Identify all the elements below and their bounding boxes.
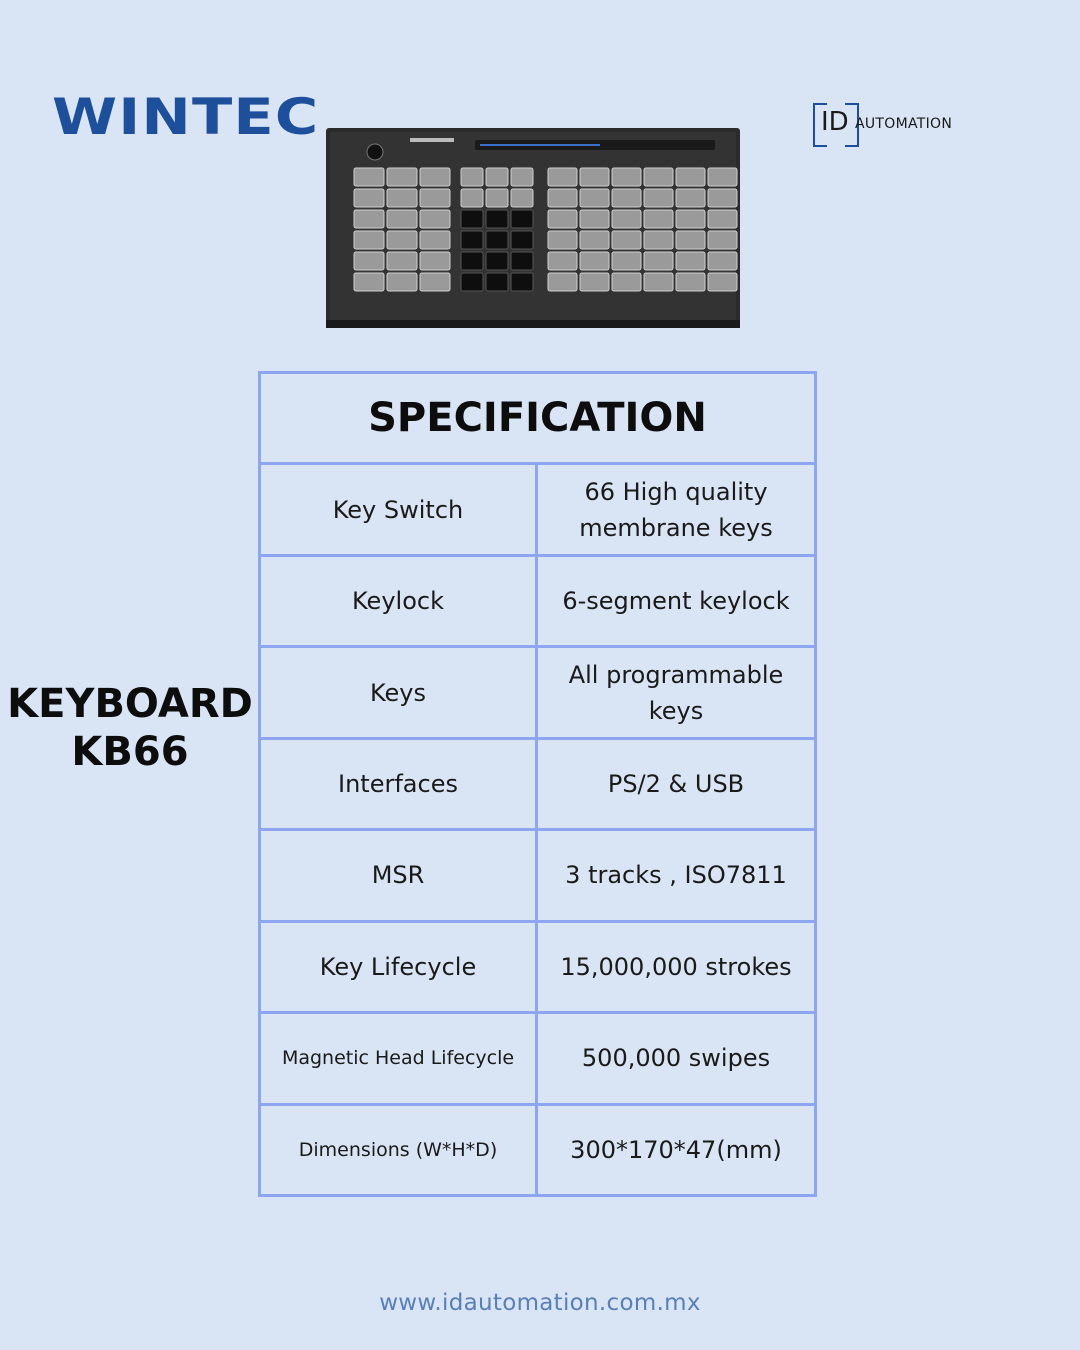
- spec-value: 66 High quality membrane keys: [537, 464, 816, 555]
- product-name: [0, 680, 260, 776]
- specification-table: [258, 371, 817, 1197]
- spec-title: SPECIFICATION: [260, 373, 816, 464]
- spec-label: MSR: [260, 830, 537, 921]
- spec-row: [260, 1104, 816, 1196]
- spec-label: Keylock: [260, 555, 537, 646]
- pos-keyboard-image: [320, 122, 745, 334]
- spec-row: [260, 647, 816, 738]
- spec-value: All programmable keys: [537, 647, 816, 738]
- spec-label: Interfaces: [260, 738, 537, 829]
- spec-value: 500,000 swipes: [537, 1013, 816, 1104]
- spec-row: [260, 830, 816, 921]
- spec-row: [260, 738, 816, 829]
- spec-value: 6-segment keylock: [537, 555, 816, 646]
- product-name-line2: KB66: [71, 729, 189, 775]
- product-name-line1: KEYBOARD: [7, 681, 253, 727]
- spec-label: Keys: [260, 647, 537, 738]
- spec-label: Magnetic Head Lifecycle: [260, 1013, 537, 1104]
- spec-label: Key Lifecycle: [260, 921, 537, 1012]
- wintec-logo: WINTEC: [52, 88, 320, 146]
- spec-row: [260, 464, 816, 555]
- website-link[interactable]: www.idautomation.com.mx: [379, 1290, 701, 1316]
- spec-value: PS/2 & USB: [537, 738, 816, 829]
- logo-id-text: ID: [821, 107, 849, 137]
- spec-label: Dimensions (W*H*D): [260, 1104, 537, 1196]
- logo-automation-text: AUTOMATION: [855, 116, 953, 132]
- spec-row: [260, 1013, 816, 1104]
- spec-value: 300*170*47(mm): [537, 1104, 816, 1196]
- spec-value: 15,000,000 strokes: [537, 921, 816, 1012]
- spec-row: [260, 555, 816, 646]
- spec-row: [260, 921, 816, 1012]
- spec-value: 3 tracks , ISO7811: [537, 830, 816, 921]
- spec-label: Key Switch: [260, 464, 537, 555]
- id-automation-logo: [813, 103, 953, 147]
